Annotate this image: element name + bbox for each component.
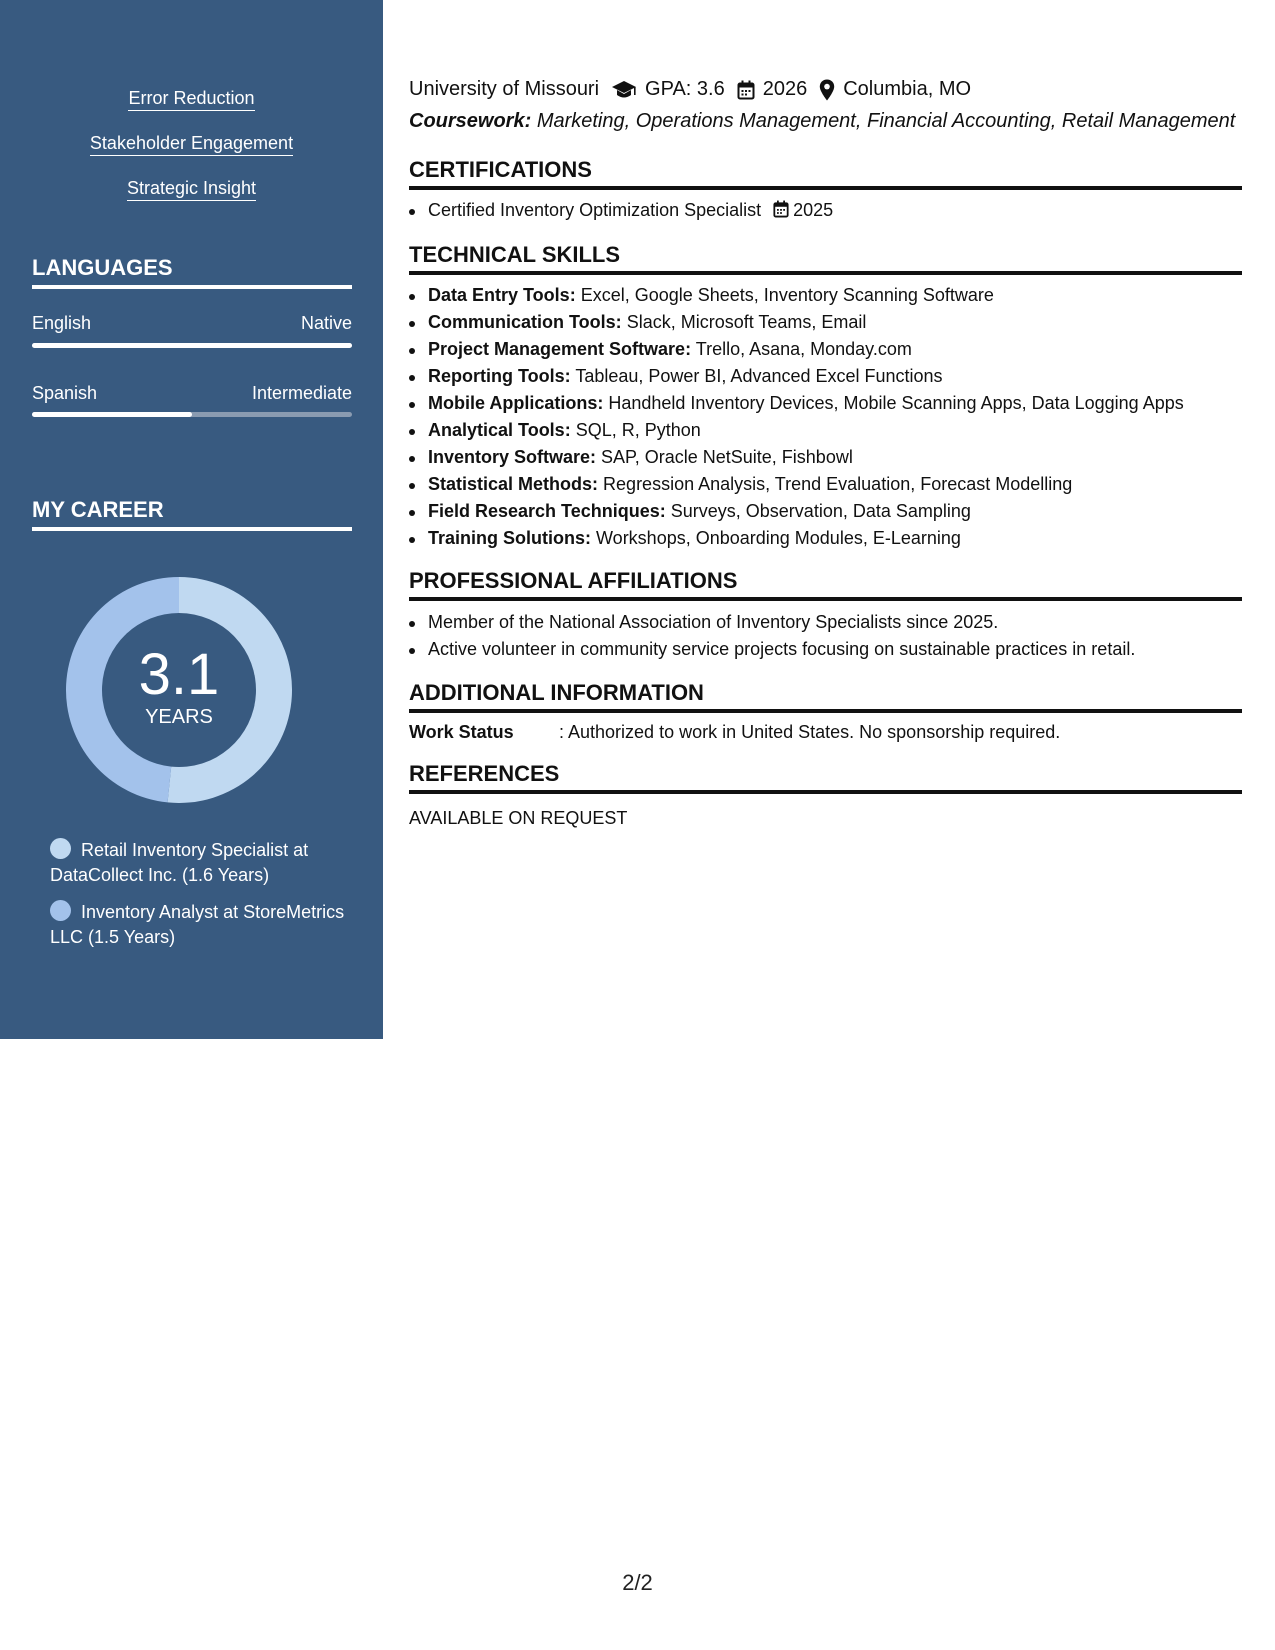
affiliations-heading: PROFESSIONAL AFFILIATIONS: [409, 568, 1242, 601]
career-item-label: Retail Inventory Specialist at DataCollect Inc. (1.6 Years): [50, 840, 309, 885]
languages-heading: LANGUAGES: [32, 255, 352, 289]
list-item: Analytical Tools: SQL, R, Python: [409, 417, 1242, 444]
list-item: Mobile Applications: Handheld Inventory Devices, Mobile Scanning Apps, Data Logging Apps: [409, 390, 1242, 417]
list-item: Training Solutions: Workshops, Onboarding Modules, E-Learning: [409, 525, 1242, 552]
legend-dot: [50, 838, 71, 859]
additional-info-heading: ADDITIONAL INFORMATION: [409, 680, 1242, 713]
language-row-spanish: [32, 383, 352, 404]
language-bar-spanish: [32, 412, 352, 417]
career-donut-chart: [66, 577, 292, 803]
career-total-unit: YEARS: [145, 705, 213, 728]
calendar-icon: [737, 80, 755, 100]
technical-skills-list: [409, 282, 1242, 552]
work-status-label: Work Status: [409, 722, 514, 742]
graduation-cap-icon: [611, 80, 637, 100]
certifications-heading: CERTIFICATIONS: [409, 157, 1242, 190]
list-item: Communication Tools: Slack, Microsoft Teams, Email: [409, 309, 1242, 336]
calendar-icon: [773, 200, 789, 218]
technical-skills-heading: TECHNICAL SKILLS: [409, 242, 1242, 275]
language-level: Intermediate: [251, 383, 352, 403]
list-item: Active volunteer in community service projects focusing on sustainable practices in retail.: [409, 636, 1242, 663]
list-item: Member of the National Association of Inventory Specialists since 2025.: [409, 609, 1242, 636]
donut-center: [66, 577, 292, 803]
skill-link-stakeholder-engagement[interactable]: Stakeholder Engagement: [0, 133, 383, 154]
work-status-row: [409, 722, 1060, 743]
coursework: [409, 110, 1235, 133]
references-heading: REFERENCES: [409, 761, 1242, 794]
language-row-english: [32, 313, 352, 334]
list-item: Inventory Software: SAP, Oracle NetSuite, Fishbowl: [409, 444, 1242, 471]
language-level: Native: [300, 313, 352, 333]
list-item: Field Research Techniques: Surveys, Observation, Data Sampling: [409, 498, 1242, 525]
skill-link-strategic-insight[interactable]: Strategic Insight: [0, 178, 383, 199]
education-line: [409, 78, 971, 101]
list-item: Statistical Methods: Regression Analysis, Trend Evaluation, Forecast Modelling: [409, 471, 1242, 498]
references-text: AVAILABLE ON REQUEST: [409, 808, 628, 828]
language-bar-fill: [32, 343, 352, 348]
graduation-year: 2026: [762, 78, 808, 100]
language-name: Spanish: [32, 383, 98, 403]
coursework-list: Marketing, Operations Management, Financial Accounting, Retail Management: [536, 110, 1236, 132]
work-status-value: : Authorized to work in United States. No sponsorship required.: [559, 722, 1061, 742]
sidebar: [0, 0, 383, 1039]
career-total-value: 3.1: [138, 641, 220, 707]
coursework-label: Coursework:: [409, 110, 532, 132]
legend-dot: [50, 900, 71, 921]
gpa: GPA: 3.6: [645, 78, 725, 100]
list-item: Data Entry Tools: Excel, Google Sheets, Inventory Scanning Software: [409, 282, 1242, 309]
affiliations-list: [409, 609, 1242, 663]
language-bar-fill: [32, 412, 192, 417]
language-bar-english: [32, 343, 352, 348]
school-name: University of Missouri: [409, 78, 600, 100]
list-item: Project Management Software: Trello, Asana, Monday.com: [409, 336, 1242, 363]
certification-name: Certified Inventory Optimization Specialist: [428, 200, 762, 220]
map-pin-icon: [819, 79, 835, 101]
page-number: 2/2: [622, 1570, 653, 1595]
language-name: English: [32, 313, 92, 333]
certifications-list: [409, 197, 1242, 224]
skill-link-error-reduction[interactable]: Error Reduction: [0, 88, 383, 109]
career-heading: MY CAREER: [32, 497, 352, 531]
list-item: Reporting Tools: Tableau, Power BI, Advanced Excel Functions: [409, 363, 1242, 390]
certification-year: 2025: [793, 200, 834, 220]
list-item: [409, 197, 1242, 224]
career-item: [50, 838, 350, 888]
career-item: [50, 900, 350, 950]
location: Columbia, MO: [843, 78, 972, 100]
career-item-label: Inventory Analyst at StoreMetrics LLC (1.5 Years): [50, 902, 345, 947]
